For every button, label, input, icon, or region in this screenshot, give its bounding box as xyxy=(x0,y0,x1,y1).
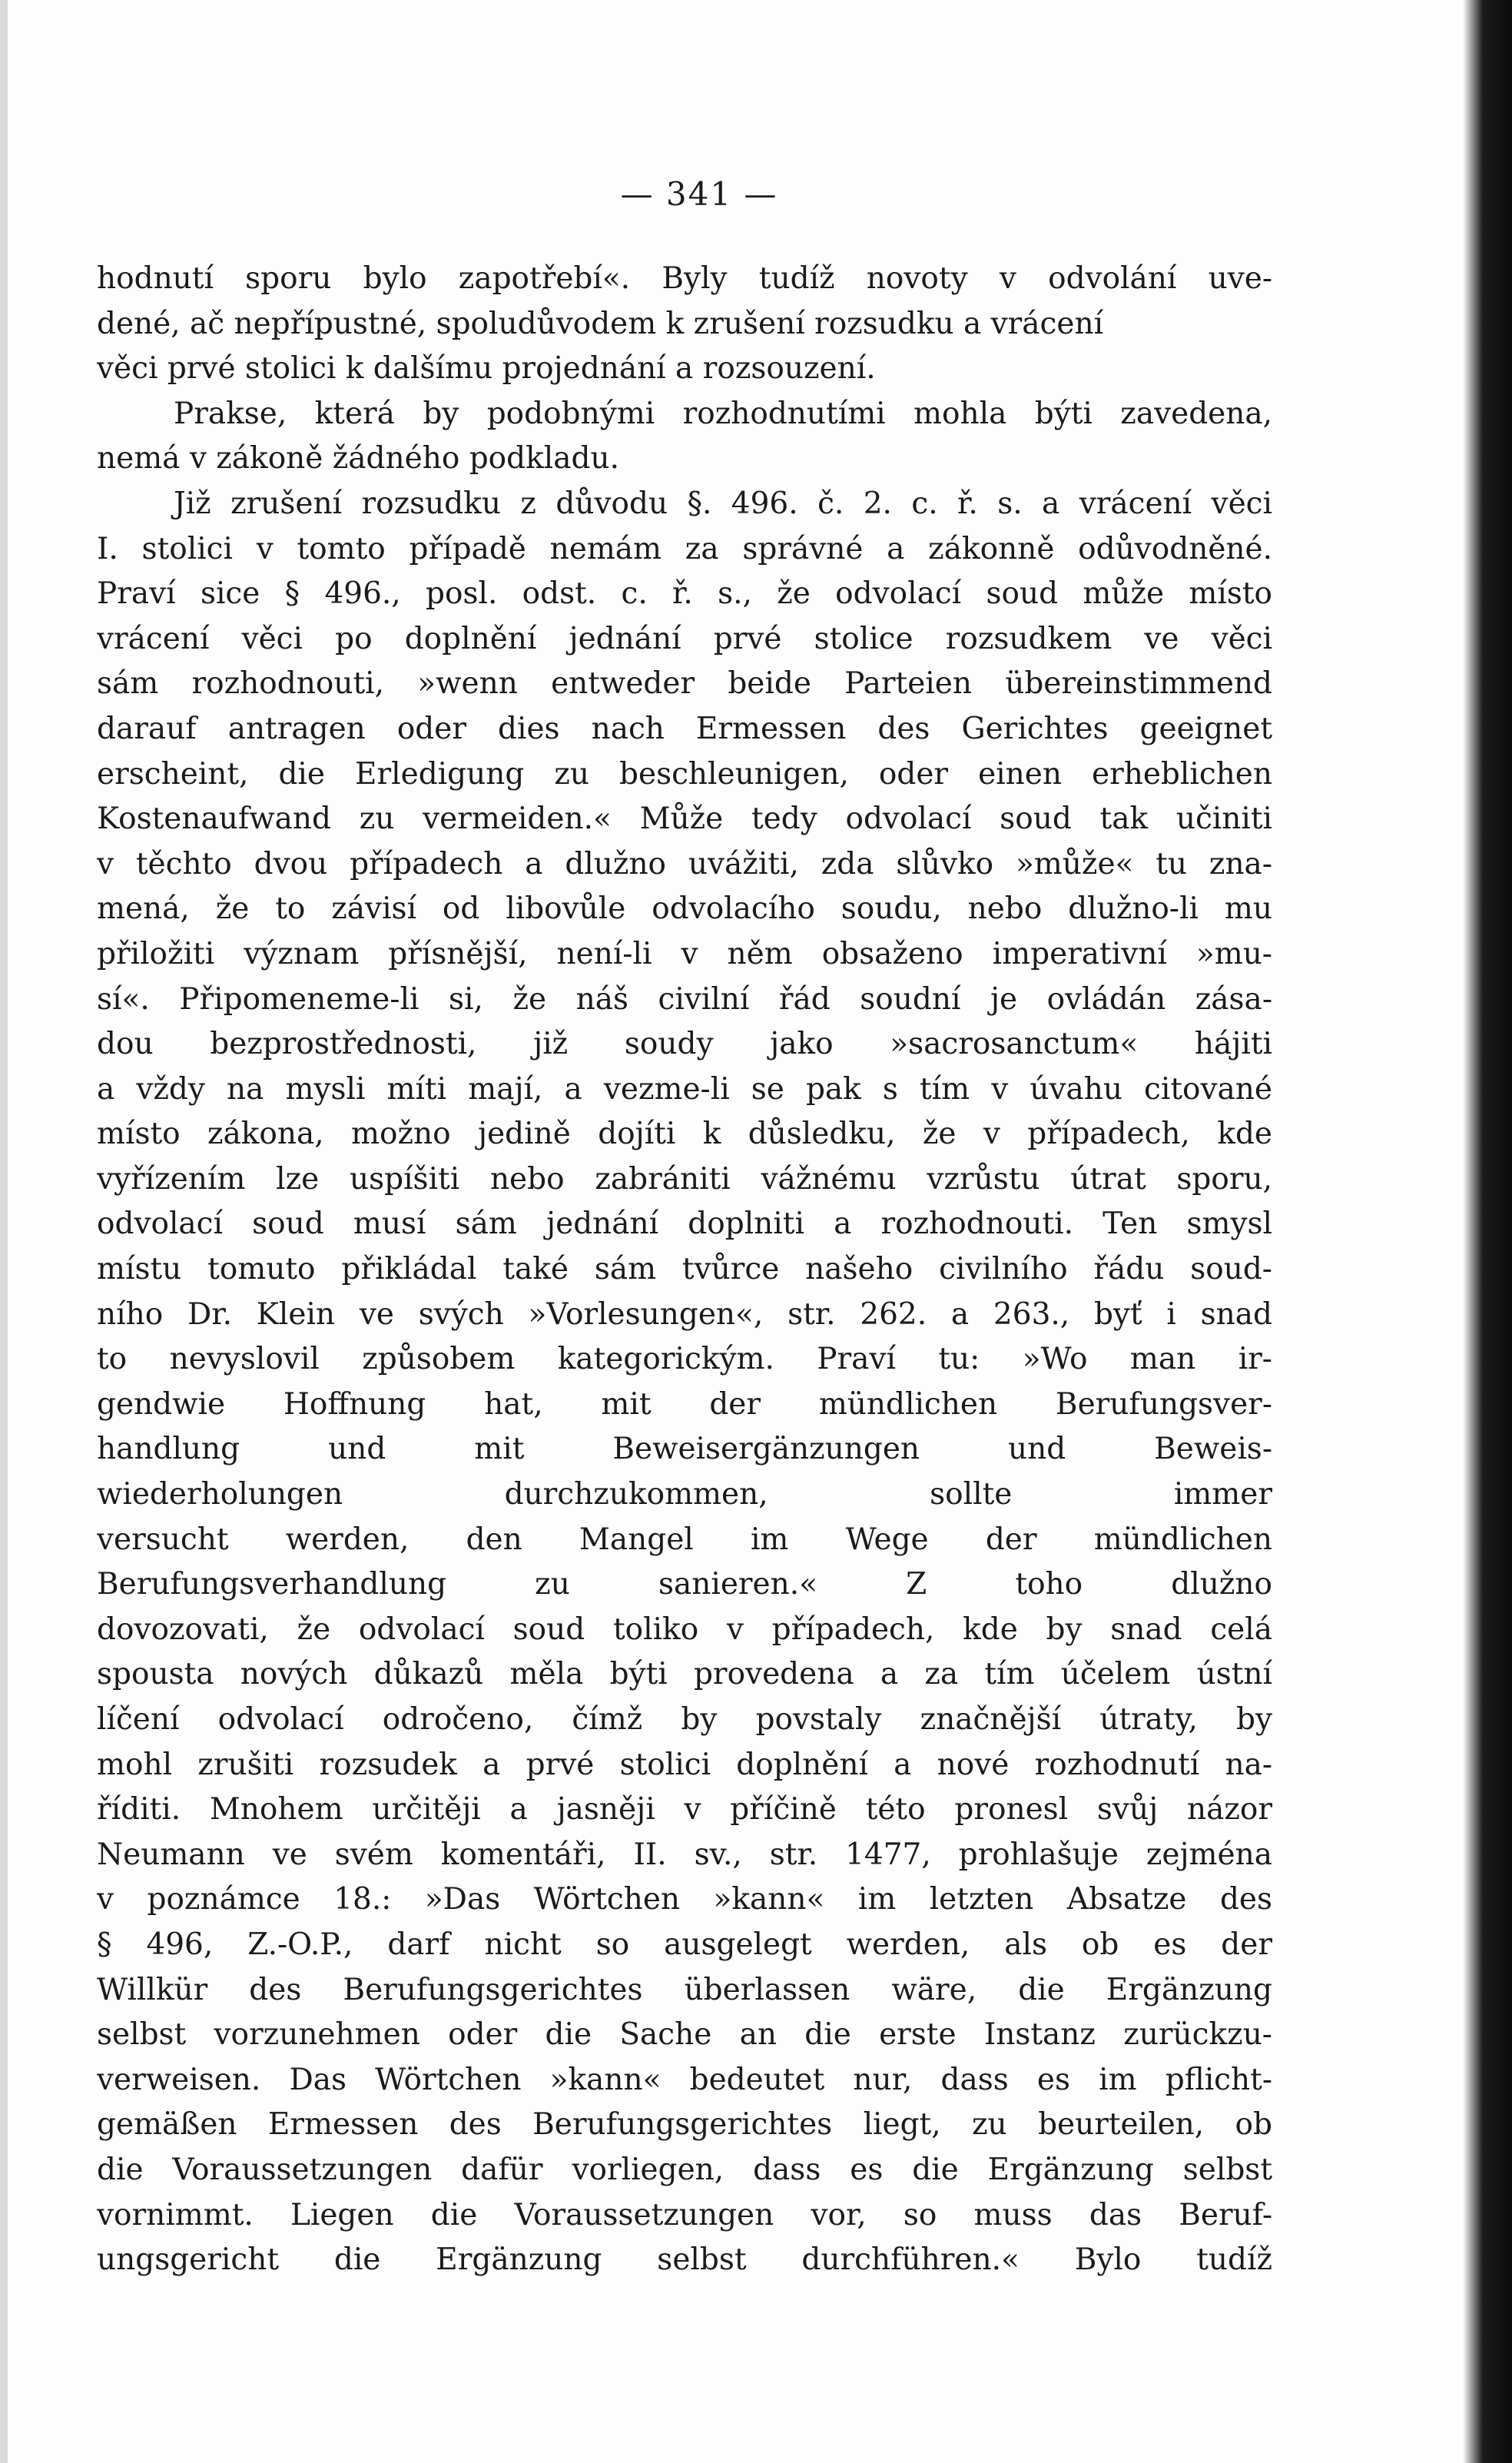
text-line: vrácení věci po doplnění jednání prvé stolice rozsudkem ve věci xyxy=(97,621,1272,656)
text-line: spousta nových důkazů měla býti provedena a za tím účelem ústní xyxy=(97,1657,1272,1692)
text-line: ungsgericht die Ergänzung selbst durchführen.« Bylo tudíž xyxy=(97,2242,1272,2278)
text-line: darauf antragen oder dies nach Ermessen des Gerichtes geeignet xyxy=(97,711,1272,746)
text-line: místu tomuto přikládal také sám tvůrce našeho civilního řádu soud- xyxy=(97,1252,1272,1287)
text-line: dené, ač nepřípustné, spoludůvodem k zrušení rozsudku a vrácení xyxy=(97,306,1104,341)
text-line: Willkür des Berufungsgerichtes überlassen wäre, die Ergänzung xyxy=(97,1972,1272,2007)
text-line: verweisen. Das Wörtchen »kann« bedeutet nur, dass es im pflicht- xyxy=(97,2062,1272,2097)
body-text xyxy=(97,257,1272,2283)
text-line: I. stolici v tomto případě nemám za správné a zákonně odůvodněné. xyxy=(97,531,1272,566)
text-line: versucht werden, den Mangel im Wege der mündlichen xyxy=(97,1522,1272,1557)
text-line: věci prvé stolici k dalšímu projednání a rozsouzení. xyxy=(97,351,876,387)
text-line: v poznámce 18.: »Das Wörtchen »kann« im letzten Absatze des xyxy=(97,1882,1272,1917)
text-line: Praví sice § 496., posl. odst. c. ř. s., že odvolací soud může místo xyxy=(97,576,1272,612)
text-line: ního Dr. Klein ve svých »Vorlesungen«, str. 262. a 263., byť i snad xyxy=(97,1296,1272,1332)
text-line: mená, že to závisí od libovůle odvolacího soudu, nebo dlužno-li mu xyxy=(97,891,1272,927)
text-line: dou bezprostřednosti, již soudy jako »sacrosanctum« hájiti xyxy=(97,1027,1272,1062)
text-line: nemá v zákoně žádného podkladu. xyxy=(97,441,619,476)
text-line: odvolací soud musí sám jednání doplniti a rozhodnouti. Ten smysl xyxy=(97,1207,1272,1242)
text-line: § 496, Z.-O.P., darf nicht so ausgelegt werden, als ob es der xyxy=(97,1927,1272,1962)
scan-right-edge xyxy=(1463,0,1512,2463)
text-line: a vždy na mysli míti mají, a vezme-li se pak s tím v úvahu citované xyxy=(97,1071,1272,1107)
text-line: dovozovati, že odvolací soud toliko v případech, kde by snad celá xyxy=(97,1612,1272,1647)
page-number: — 341 — xyxy=(620,175,778,213)
text-line: sí«. Připomeneme-li si, že náš civilní řád soudní je ovládán zása- xyxy=(97,981,1272,1017)
text-line: handlung und mit Beweisergänzungen und Beweis- xyxy=(97,1432,1272,1467)
text-line: hodnutí sporu bylo zapotřebí«. Byly tudíž novoty v odvolání uve- xyxy=(97,261,1272,296)
text-line: Kostenaufwand zu vermeiden.« Může tedy odvolací soud tak učiniti xyxy=(97,802,1272,837)
text-line: gemäßen Ermessen des Berufungsgerichtes liegt, zu beurteilen, ob xyxy=(97,2107,1272,2143)
text-line: Berufungsverhandlung zu sanieren.« Z toho dlužno xyxy=(97,1567,1272,1602)
text-line: v těchto dvou případech a dlužno uvážiti, zda slůvko »může« tu zna- xyxy=(97,846,1272,881)
text-line: sám rozhodnouti, »wenn entweder beide Parteien übereinstimmend xyxy=(97,666,1272,702)
text-line: přiložiti význam přísnější, není-li v něm obsaženo imperativní »mu- xyxy=(97,936,1272,971)
text-line: místo zákona, možno jedině dojíti k důsledku, že v případech, kde xyxy=(97,1117,1272,1152)
text-line: erscheint, die Erledigung zu beschleunigen, oder einen erheblichen xyxy=(97,756,1272,792)
text-line: mohl zrušiti rozsudek a prvé stolici doplnění a nové rozhodnutí na- xyxy=(97,1747,1272,1782)
scan-left-edge xyxy=(0,0,8,2463)
text-line: líčení odvolací odročeno, čímž by povstaly značnější útraty, by xyxy=(97,1702,1272,1737)
text-line: Neumann ve svém komentáři, II. sv., str. 1477, prohlašuje zejména xyxy=(97,1837,1272,1872)
text-line: Prakse, která by podobnými rozhodnutími mohla býti zavedena, xyxy=(174,396,1272,431)
text-line: vyřízením lze uspíšiti nebo zabrániti vážnému vzrůstu útrat sporu, xyxy=(97,1161,1272,1197)
text-line: selbst vorzunehmen oder die Sache an die erste Instanz zurückzu- xyxy=(97,2017,1272,2053)
text-line: gendwie Hoffnung hat, mit der mündlichen Berufungsver- xyxy=(97,1386,1272,1422)
text-line: die Voraussetzungen dafür vorliegen, dass es die Ergänzung selbst xyxy=(97,2152,1272,2187)
text-line: říditi. Mnohem určitěji a jasněji v příčině této pronesl svůj názor xyxy=(97,1792,1272,1827)
text-line: to nevyslovil způsobem kategorickým. Praví tu: »Wo man ir- xyxy=(97,1342,1272,1377)
text-line: vornimmt. Liegen die Voraussetzungen vor, so muss das Beruf- xyxy=(97,2197,1272,2232)
text-line: wiederholungen durchzukommen, sollte immer xyxy=(97,1477,1272,1512)
text-line: Již zrušení rozsudku z důvodu §. 496. č. 2. c. ř. s. a vrácení věci xyxy=(174,486,1272,521)
